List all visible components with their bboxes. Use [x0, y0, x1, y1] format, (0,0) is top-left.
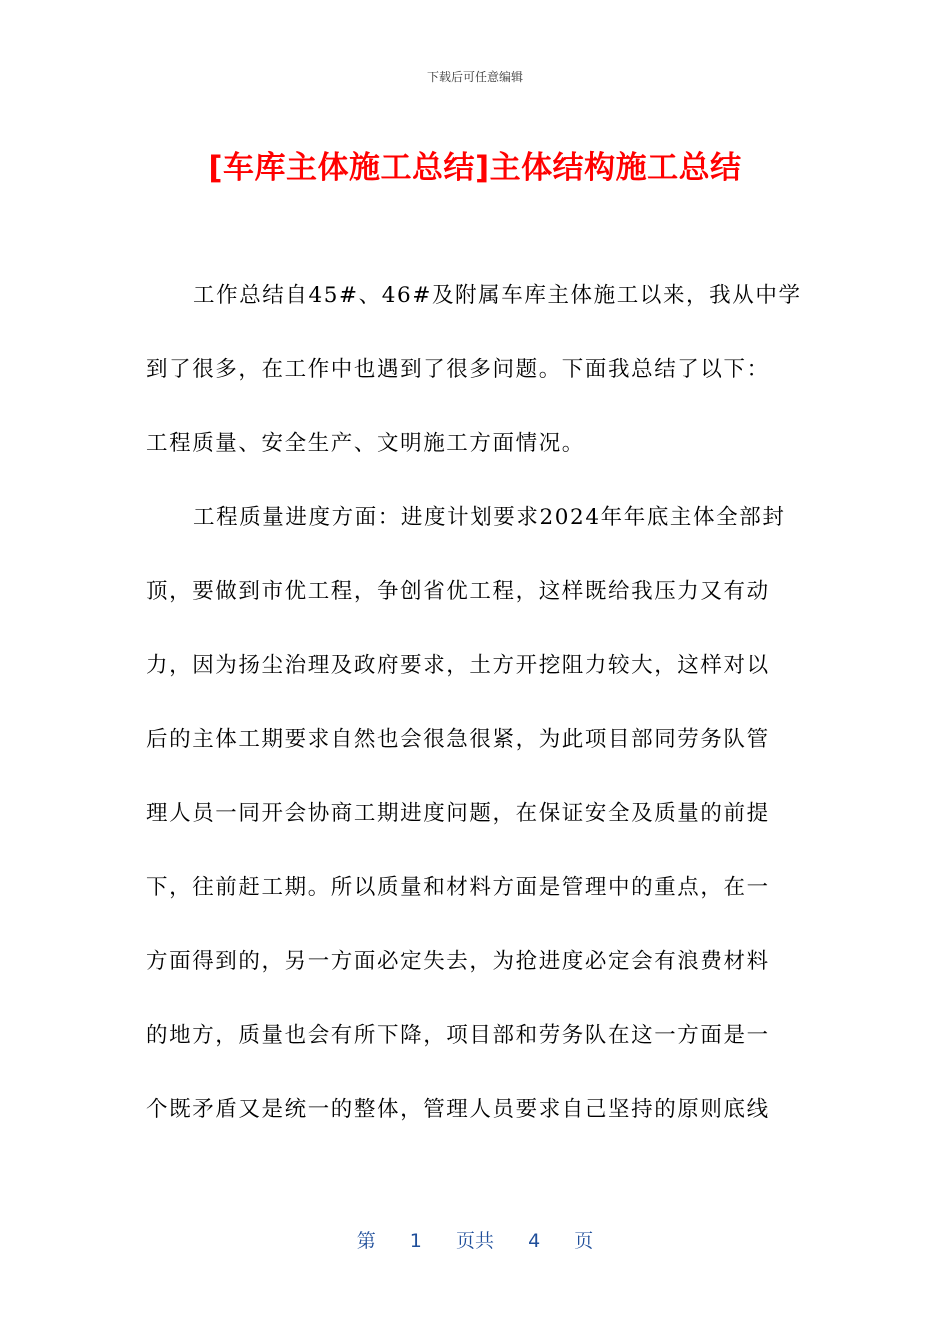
footer-ye-gong: 页共: [455, 1230, 494, 1252]
paragraph-1-line-2: 到了很多，在工作中也遇到了很多问题。下面我总结了以下：: [146, 357, 770, 382]
footer-page-number: 1: [409, 1230, 422, 1252]
paragraph-2-line-5: 理人员一同开会协商工期进度问题，在保证安全及质量的前提: [146, 801, 770, 826]
paragraph-2-line-1: 工程质量进度方面：进度计划要求2024年年底主体全部封: [193, 505, 786, 530]
paragraph-1-line-1: 工作总结自45#、46#及附属车库主体施工以来，我从中学: [193, 283, 802, 308]
document-title: [车库主体施工总结]主体结构施工总结: [208, 150, 742, 186]
paragraph-2-line-3: 力，因为扬尘治理及政府要求，土方开挖阻力较大，这样对以: [146, 653, 770, 678]
footer-ye: 页: [574, 1230, 594, 1252]
paragraph-2-line-9: 个既矛盾又是统一的整体，管理人员要求自己坚持的原则底线: [146, 1097, 770, 1122]
paragraph-2-line-4: 后的主体工期要求自然也会很急很紧，为此项目部同劳务队管: [146, 727, 770, 752]
document-body: [146, 270, 806, 1158]
page-footer: [0, 1226, 950, 1253]
footer-di: 第: [356, 1230, 376, 1252]
paragraph-2-line-7: 方面得到的，另一方面必定失去，为抢进度必定会有浪费材料: [146, 949, 770, 974]
footer-total-pages: 4: [528, 1230, 541, 1252]
page-header: 下载后可任意编辑: [426, 70, 523, 84]
paragraph-1-line-3: 工程质量、安全生产、文明施工方面情况。: [146, 431, 585, 456]
paragraph-2-line-8: 的地方，质量也会有所下降，项目部和劳务队在这一方面是一: [146, 1023, 770, 1048]
paragraph-2-line-6: 下，往前赶工期。所以质量和材料方面是管理中的重点，在一: [146, 875, 770, 900]
paragraph-2-line-2: 顶，要做到市优工程，争创省优工程，这样既给我压力又有动: [146, 579, 770, 604]
